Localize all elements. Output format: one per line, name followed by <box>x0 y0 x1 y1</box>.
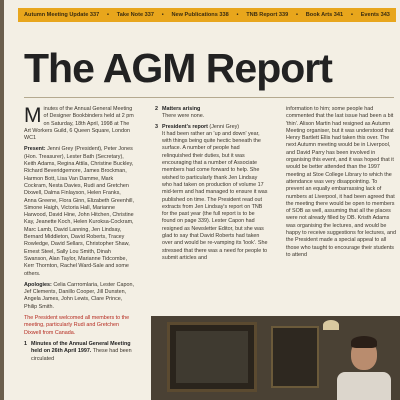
agenda-item-text: There were none. <box>162 113 205 120</box>
agenda-item-title: Minutes of the Annual General Meeting held on 26th April 1997. <box>31 340 131 355</box>
contents-item: TNB Report 339 <box>246 12 289 18</box>
intro-text: inutes of the Annual General Meeting of Designer Bookbinders held at 2 pm on Saturday, 18th April, 1998 at The Art Workers Guild, 6 Queen Square, London WC1 <box>24 106 134 142</box>
agenda-item-text: It had been rather an 'up and down' year, with things being quite hectic beneath the surface. A number of people had relinquished their duties, but it was encouraging that a number of Associate members had come forward to help. She wished to particularly thank Jen Lindsay who had taken on production of volume 17 mid-term and had managed to ensure it was published on time. The President read out extracts from Jen Lindsay's report on TNB for the past year (the full report is to be found on page 339). Lester Capon had resigned as Newsletter Editor, but she was glad to say that David Roberts had taken over and would be re-vamping its 'look'. She stressed that there was a need for people to submit articles and <box>162 130 268 261</box>
welcome-paragraph: The President welcomed all members to the meeting, particularly Rudi and Gretchen Dixwell from Canada. <box>24 315 130 336</box>
contents-item: Take Note 337 <box>116 12 154 18</box>
agenda-item-author: (Jenni Grey) <box>209 123 240 130</box>
contents-separator: • <box>295 12 298 18</box>
agenda-item-title: Matters arising <box>162 106 201 112</box>
article-column-3 <box>286 106 396 263</box>
article-column-1 <box>24 106 134 366</box>
present-text: Jenni Grey (President), Peter Jones (Hon. Treasurer), Lester Bath (Secretary), Keith Adams, Regina Attila, Christine Buckley, Richard Beveridgemore, James Brockman, Harmon Bott, Lisa Van Damme, Mark Cockram, Nesta Davies, Rudi and Gretchen Dixwell, Dalma Finlayson, Helen Franks, Anna Greene, Flora Ginn, Elizabeth Greenhill, Simone Haigh, Victoria Hall, Marianne Harwood, David Hine, John Hitchen, Christine Kay, Jeanette Koch, Helen Kuroksa-Cockram, Marc Lamb, David Lanning, Jen Lindsay, Bernard Middleton, David Roberts, Tracey Rowledge, David Sellars, Christopher Shaw, Ernest Steel, Sally Lou Smith, Dinah Swanson, Alan Taylor, Marianne Tidcombe, Kerr Thornton, Rachel Ward-Sale and some others. <box>24 146 134 277</box>
title-divider <box>24 97 394 98</box>
contents-separator: • <box>161 12 164 18</box>
page-title: The AGM Report <box>24 45 332 91</box>
contents-item: Book Arts 341 <box>305 12 344 18</box>
contents-item: Autumn Meeting Update 337 <box>24 12 100 18</box>
lamp <box>323 320 339 330</box>
framed-portrait <box>271 326 319 388</box>
article-column-2 <box>155 106 268 265</box>
contents-item: Events 343 <box>360 12 390 18</box>
apologies-paragraph <box>24 282 134 311</box>
agenda-item-number: 3 <box>155 123 158 130</box>
present-paragraph <box>24 146 134 277</box>
meeting-photo <box>151 316 400 400</box>
contents-bar <box>18 8 396 22</box>
contents-separator: • <box>236 12 239 18</box>
contents-separator: • <box>350 12 353 18</box>
person <box>337 372 391 400</box>
agenda-item-title: President's report <box>162 123 208 130</box>
apologies-label: Apologies: <box>24 281 52 288</box>
agenda-item-1 <box>24 341 134 363</box>
contents-item: New Publications 338 <box>171 12 229 18</box>
magazine-page <box>4 0 400 400</box>
agenda-item-text: These had been circulated <box>31 348 132 362</box>
continued-text: information to him; some people had commented that the last issue had been a bit 'thin'. Alison Martin had resigned as Autumn Meeting organiser, but it was understood that Henry Bartlett Ellis had taken this over. The next Autumn meeting would be in Liverpool, and David Parry has been involved in organising this event, and it was hoped that it would be better attended than the 1997 meeting at Stoe College Library to which the attendance was very disappointing. To prevent an equally embarrassing lack of numbers at Liverpool, it had been agreed that the meeting there would be open to members of SOB as well, assuming that all the places were not already filled by DB. Kristh Adams was organising the lectures, and would be happy to receive suggestions for lectures, and the President made a special appeal to all those who taught to encourage their students to attend <box>286 106 396 258</box>
agenda-item-number: 2 <box>155 106 158 112</box>
drop-cap: M <box>24 104 42 127</box>
intro-paragraph <box>24 106 134 142</box>
apologies-text: Celia Carrromlaria, Lester Capon, Jef Clements, Danillo Cooper, Jill Dunsten, Angela James, John Lewis, Clare Prince, Philip Smith. <box>24 281 134 310</box>
agenda-item-number: 1 <box>24 340 27 347</box>
present-label: Present: <box>24 146 46 153</box>
agenda-item-2 <box>155 106 268 121</box>
agenda-item-3 <box>155 124 268 263</box>
framed-picture <box>167 322 257 392</box>
contents-separator: • <box>107 12 109 18</box>
